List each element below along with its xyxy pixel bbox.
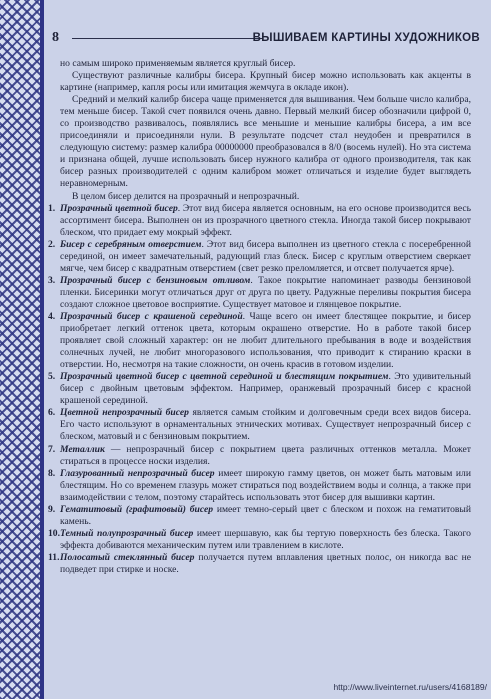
item-number: 6. [48,407,56,419]
item-number: 5. [48,371,56,383]
item-text: . Этот вид бисера является основным, на его основе производится весь ассортимент бисера. Выполнен он из прозрачного цветного стекла. Иногда такой бисер покрывают блеском, что придает ему мокрый эффект. [60,202,471,238]
item-text: имеет широкую гамму цветов, он может быть матовым или блестящим. Но со временем глазурь может стираться под воздействием воды и солнца, а также при взаимодействии с телом, поэтому старайтесь использовать этот бисер для вышивки картин. [60,467,471,503]
list-item [48,443,471,468]
item-term: Цветной непрозрачный бисер [60,407,189,419]
item-number: 11. [48,551,60,563]
item-text: — непрозрачный бисер с покрытием цвета различных оттенков металла. Может стираться в процессе носки изделия. [60,443,471,467]
item-number: 10. [48,527,60,539]
list-item [48,274,471,311]
list-item [48,310,471,371]
running-title: ВЫШИВАЕМ КАРТИНЫ ХУДОЖНИКОВ [252,32,480,44]
item-number: 1. [48,202,56,214]
item-term: Прозрачный бисер с крашеной серединой [60,310,243,322]
item-text: . Такое покрытие напоминает разводы бензиновой пленки. Бисеринки могут отличаться друг от друга по цвету. Радужные переливы покрытия бисера создают сложное цветовое восприятие. Существует матовое и глянцевое покрытие. [60,274,471,310]
bead-type-list [48,202,471,576]
item-term: Металлик [60,443,105,455]
item-term: Бисер с серебряным отверстием [60,238,202,250]
item-text: получается путем вплавления цветных полос, он никогда вас не подведет при стирке и носке. [60,551,471,575]
item-term: Прозрачный бисер с бензиновым отливом [60,274,251,286]
item-text: . Этот вид бисера выполнен из цветного стекла с посеребренной серединой, он имеет замечательный, радующий глаз блеск. Бисер с круглым отверстием сверкает мягче, чем бисер с квадратным отверстием (свет резко преломляется, и отсвет получается ярче). [60,238,471,274]
item-number: 8. [48,467,56,479]
item-term: Полосатый стеклянный бисер [60,551,195,563]
item-number: 3. [48,274,56,286]
item-term: Гематитовый (графитовый) бисер [60,503,214,515]
page-body [48,58,471,576]
item-term: Темный полупрозрачный бисер [60,527,194,539]
list-item [48,371,471,407]
paragraph: но самым широко применяемым является круглый бисер. [60,58,296,69]
item-text: имеет шершавую, как бы тертую поверхность без блеска. Такого эффекта добиваются механическим путем или травлением в кислоте. [60,527,471,551]
ornamental-border [0,0,44,699]
item-number: 2. [48,238,56,250]
page-header [52,30,480,46]
list-item [48,503,471,528]
paragraph: Средний и мелкий калибр бисера чаще применяется для вышивания. Чем больше число калибра, тем меньше бисер. Такой счет появился очень давно. Первый мелкий бисер обозначили цифрой 0, со производство развивалось, появлялись все меньшие и меньшие калибры бисера, а им все присоединяли и присоединяли нули. В результате подсчет стал неудобен и превратился в следующую систему: размер калибра 00000000 преобразовался в 8/0 (восемь нулей). Но эта система и признана общей, лучше использовать бисер нужного калибра от одного производителя, так как бисер разных производителей с одним калибром может отличаться и изделие будет выглядеть неравномерным. [60,94,471,190]
list-item [48,407,471,443]
item-text: имеет темно-серый цвет с блеском и похож на гематитовый камень. [60,503,471,527]
item-text: . Это удивительный бисер с двойным цветовым эффектом. Например, оранжевый прозрачный бисер с красной крашеной серединой. [60,371,471,407]
item-text: . Чаще всего он имеет блестящее покрытие, и бисер приобретает легкий оттенок цвета, которым окрашено отверстие. Но в работе такой бисер проявляет свой сложный характер: он не любит длительного пребывания в воде и воздействия солнечных лучей, не любит многоразового использования, что приводит к стиранию краски в отверстии. Но, несмотря на такие сложности, он очень красив в готовом изделии. [60,310,471,371]
item-number: 7. [48,443,56,455]
item-term: Прозрачный цветной бисер [60,202,178,214]
list-item [48,467,471,504]
item-number: 4. [48,310,56,322]
paragraph: В целом бисер делится на прозрачный и непрозрачный. [72,190,300,202]
item-number: 9. [48,503,56,515]
item-term: Прозрачный цветной бисер с цветной серединой и блестящим покрытием [60,371,389,383]
paragraph: Существуют различные калибры бисера. Крупный бисер можно использовать как акценты в картине (например, капля росы или имитация жемчуга в окладе икон). [60,70,471,94]
list-item [48,202,471,239]
header-rule [72,38,262,39]
list-item [48,551,471,576]
list-item [48,527,471,552]
source-url-watermark: http://www.liveinternet.ru/users/4168189/ [333,682,487,692]
item-text: является самым стойким и долговечным среди всех видов бисера. Его часто используют в орнаментальных этнических мотивах. Существует непрозрачный бисер с блеском, матовый и с бензиновым покрытием. [60,407,471,443]
page-number: 8 [52,30,59,45]
list-item [48,238,471,275]
item-term: Глазурованный непрозрачный бисер [60,467,215,479]
